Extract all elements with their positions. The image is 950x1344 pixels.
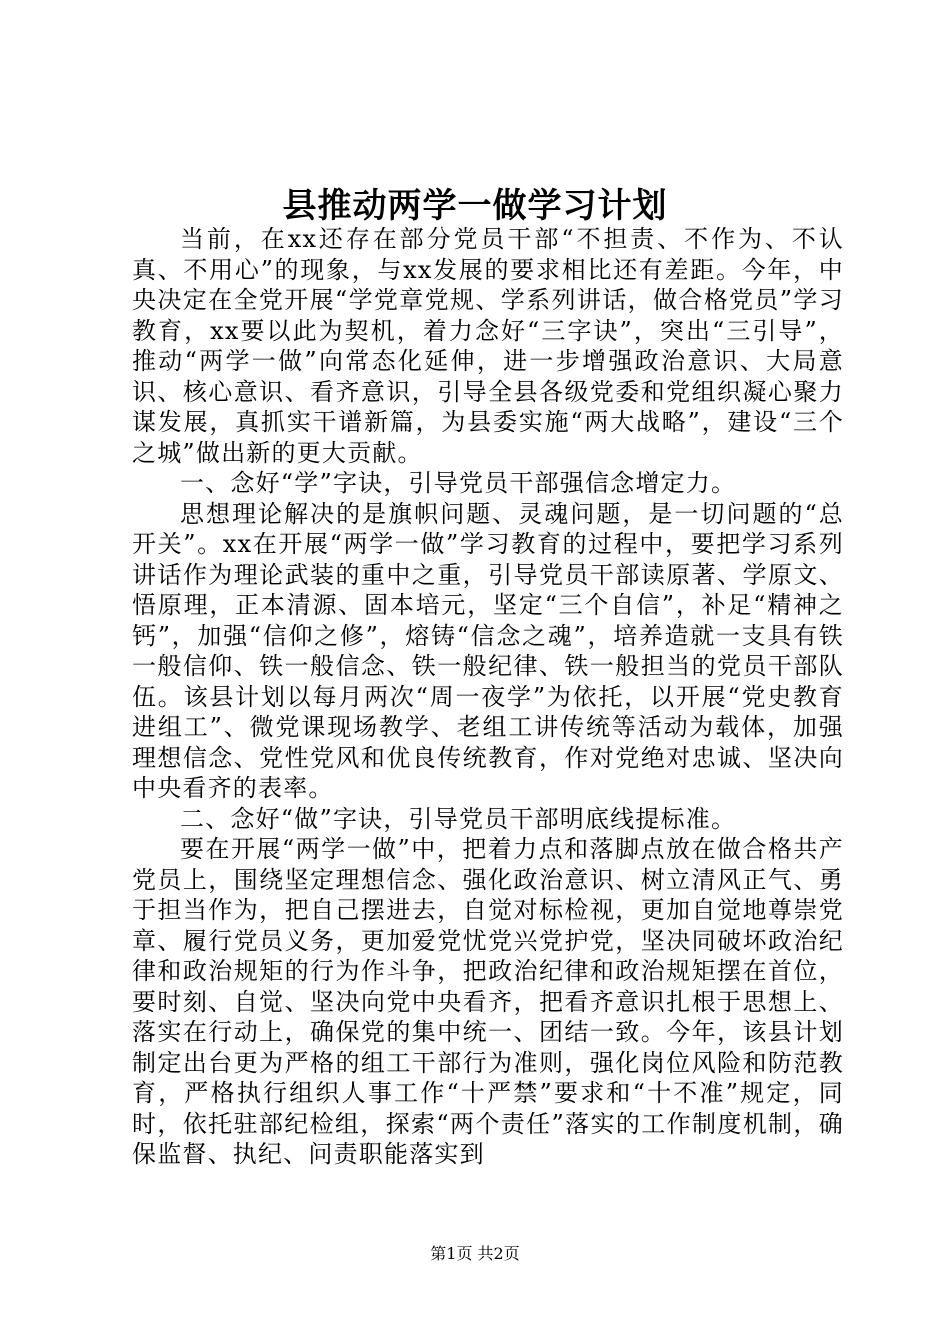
paragraph-section-1: 思想理论解决的是旗帜问题、灵魂问题，是一切问题的“总开关”。xx在开展“两学一做”学习教育的过程中，要把学习系列讲话作为理论武装的重中之重，引导党员干部读原著、学原文、悟原理，正本清源、固本培元，坚定“三个自信”，补足“精神之钙”，加强“信仰之修”，熔铸“信念之魂”，培养造就一支具有铁一般信仰、铁一般信念、铁一般纪律、铁一般担当的党员干部队伍。该县计划以每月两次“周一夜学”为依托，以开展“党史教育进组工”、微党课现场教学、老组工讲传统等活动为载体，加强理想信念、党性党风和优良传统教育，作对党绝对忠诚、坚决向中央看齐的表率。: [132, 499, 844, 802]
section-heading-2: 二、念好“做”字诀，引导党员干部明底线提标准。: [180, 804, 737, 833]
paragraph-section-2: 要在开展“两学一做”中，把着力点和落脚点放在做合格共产党员上，围绕坚定理想信念、强化政治意识、树立清风正气、勇于担当作为，把自己摆进去，自觉对标检视，更加自觉地尊崇党章、履行党员义务，更加爱党忧党兴党护党，坚决同破坏政治纪律和政治规矩的行为作斗争，把政治纪律和政治规矩摆在首位，要时刻、自觉、坚决向党中央看齐，把看齐意识扎根于思想上、落实在行动上，确保党的集中统一、团结一致。今年，该县计划制定出台更为严格的组工干部行为准则，强化岗位风险和防范教育，严格执行组织人事工作“十严禁”要求和“十不准”规定，同时，依托驻部纪检组，探索“两个责任”落实的工作制度机制，确保监督、执纪、问责职能落实到: [132, 835, 844, 1168]
page-footer: 第1页 共2页: [430, 1244, 520, 1263]
document-body: [132, 224, 844, 1170]
section-heading-1: 一、念好“学”字诀，引导党员干部强信念增定力。: [180, 469, 737, 497]
paragraph-intro: 当前，在xx还存在部分党员干部“不担责、不作为、不认真、不用心”的现象，与xx发展的要求相比还有差距。今年，中央决定在全党开展“学党章党规、学系列讲话，做合格党员”学习教育，xx要以此为契机，着力念好“三字诀”，突出“三引导”，推动“两学一做”向常态化延伸，进一步增强政治意识、大局意识、核心意识、看齐意识，引导全县各级党委和党组织凝心聚力谋发展，真抓实干谱新篇，为县委实施“两大战略”，建设“三个之城”做出新的更大贡献。: [132, 225, 844, 467]
document-title: 县推动两学一做学习计划: [282, 186, 668, 226]
